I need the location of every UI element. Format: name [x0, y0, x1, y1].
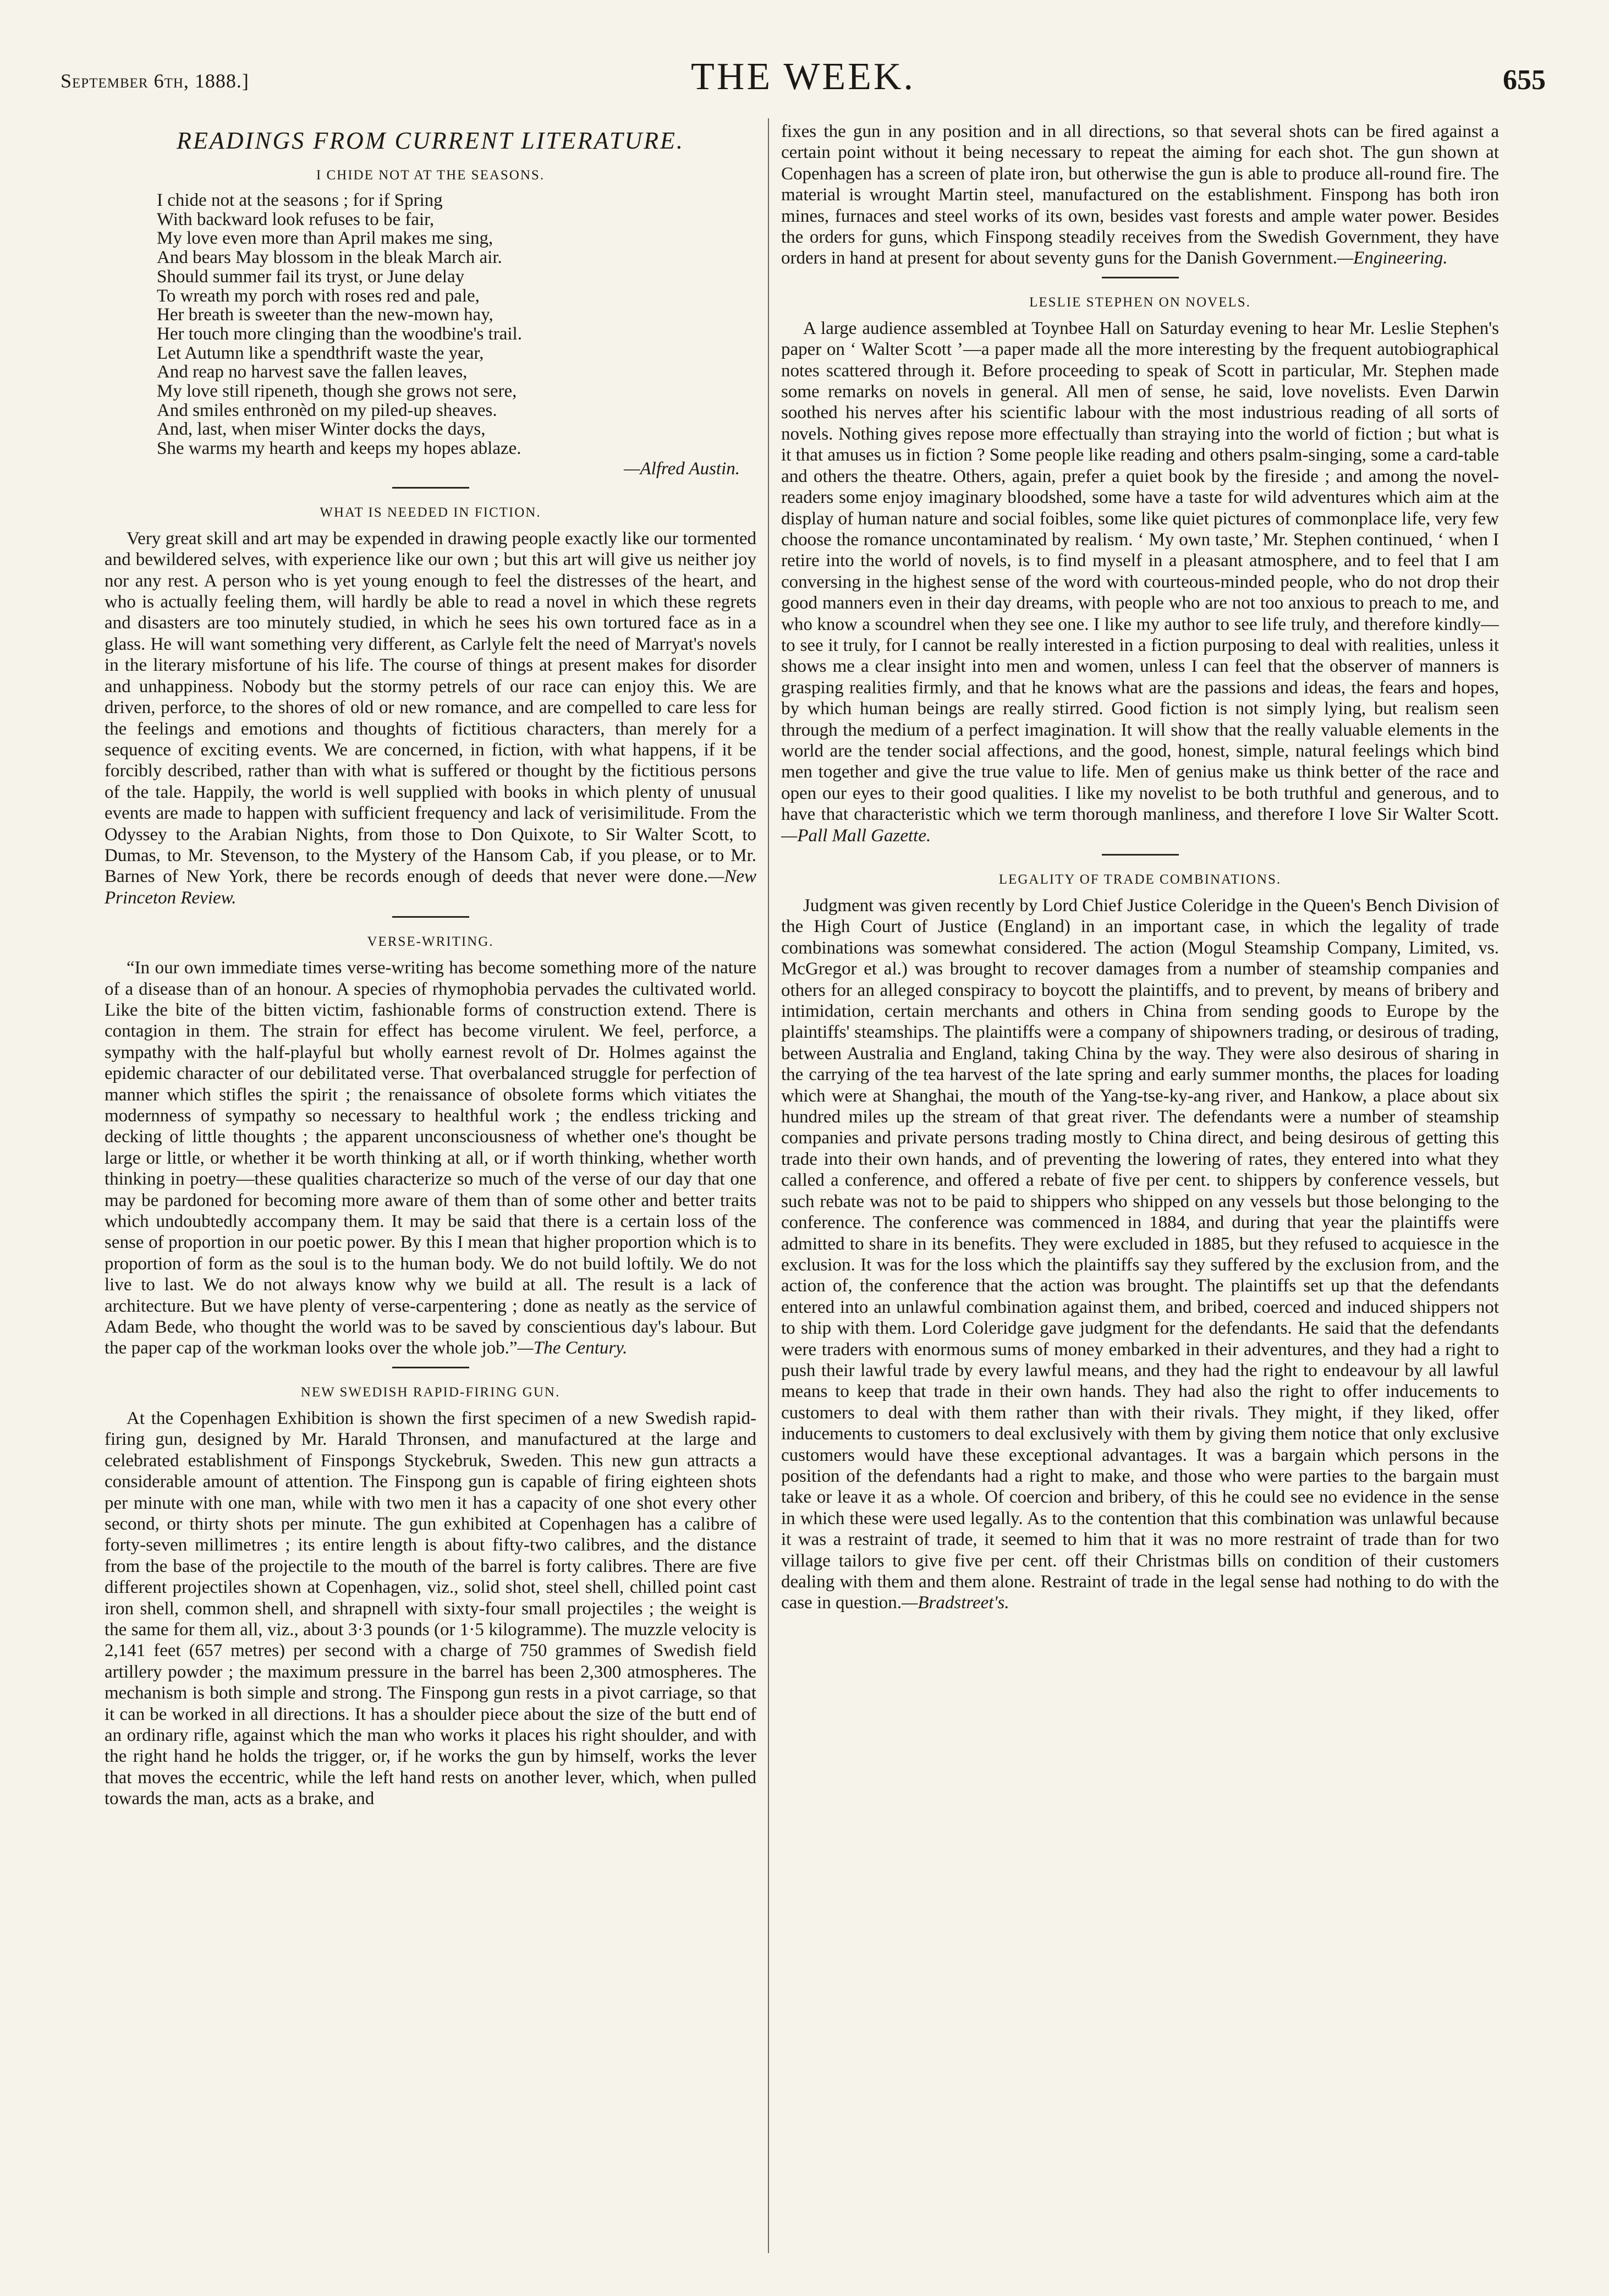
fiction-text: Very great skill and art may be expended in drawing people exactly like our tormented and bewildered selves, with experience like our own ; but this art will give us neither joy nor any rest. A person who is yet young enough to feel the distresses of the heart, and who is actually feeling them, will hardly be able to read a novel in which these regrets and disasters are too minutely studied, in which he sees his own tortured face as in a glass. He will want something very different, as Carlyle felt the need of Marryat's novels in the literary misfortune of his life. The course of things at present makes for disorder and unhappiness. Nobody but the stormy petrels of our race can enjoy this. We are driven, perforce, to the shores of old or new romance, and are compelled to care less for the feelings and emotions and thoughts of fictitious characters, than merely for a sequence of exciting events. We are concerned, in fiction, with what happens, if it be forcibly described, rather than with what is suffered or thought by the fictitious persons of the tale. Happily, the world is well supplied with books in which plenty of unusual events are made to happen with sufficient frequency and lack of verisimilitude. From the Odyssey to the Arabian Nights, from those to Don Quixote, to Sir Walter Scott, to Dumas, to Mr. Stevenson, to the Mystery of the Hansom Cab, if you please, or to Mr. Barnes of New York, there be records enough of deeds that never were done.	[105, 528, 756, 887]
masthead-title: THE WEEK.	[691, 56, 915, 98]
gun-article-part-1	[105, 1408, 756, 1810]
left-column	[105, 121, 756, 2267]
legality-article	[781, 895, 1499, 1614]
page-number: 655	[1503, 64, 1546, 96]
poem-line: My love even more than April makes me sing,	[157, 228, 493, 249]
verse-article	[105, 957, 756, 1359]
issue-date: September 6th, 1888.]	[61, 70, 249, 92]
poem-line: I chide not at the seasons ; for if Spring	[157, 190, 443, 210]
poem-line: To wreath my porch with roses red and pale,	[157, 286, 480, 306]
verse-title: VERSE-WRITING.	[367, 934, 494, 950]
section-rule	[1102, 854, 1179, 856]
poem-line: And smiles enthronèd on my piled-up sheaves.	[157, 400, 497, 420]
section-rule	[1102, 277, 1179, 278]
right-column	[781, 121, 1499, 2272]
poem-line: And reap no harvest save the fallen leaves,	[157, 362, 468, 382]
poem-line: My love still ripeneth, though she grows not sere,	[157, 381, 517, 402]
poem-line: Should summer fail its tryst, or June delay	[157, 266, 465, 287]
stephen-title: LESLIE STEPHEN ON NOVELS.	[1029, 294, 1251, 310]
poem-attribution: —Alfred Austin.	[624, 458, 740, 479]
poem-line: Her breath is sweeter than the new-mown hay,	[157, 305, 493, 325]
fiction-source: —New Princeton Review.	[105, 867, 756, 908]
legality-source: —Bradstreet's.	[902, 1593, 1009, 1613]
page-header	[61, 55, 1546, 105]
fiction-title: WHAT IS NEEDED IN FICTION.	[320, 505, 541, 520]
verse-source: —The Century.	[517, 1338, 628, 1358]
gun-title: NEW SWEDISH RAPID-FIRING GUN.	[300, 1384, 561, 1400]
poem-body	[157, 191, 756, 458]
stephen-source: —Pall Mall Gazette.	[781, 825, 931, 846]
poem-line: And, last, when miser Winter docks the days,	[157, 419, 486, 440]
poem-line: With backward look refuses to be fair,	[157, 209, 435, 229]
gun-text-part-1: At the Copenhagen Exhibition is shown the first specimen of a new Swedish rapid-firing gun, designed by Mr. Harald Thronsen, and manufactured at the large and celebrated establishment of Finspongs Styckebruk, Sweden. This new gun attracts a considerable amount of attention. The Finspong gun is capable of firing eighteen shots per minute with one man, while with two men it has a capacity of one shot every other second, or thirty shots per minute. The gun exhibited at Copenhagen has a calibre of forty-seven millimetres ; its entire length is about fifty-two calibres, and the distance from the base of the projectile to the mouth of the barrel is forty calibres. There are five different projectiles shown at Copenhagen, viz., solid shot, steel shell, chilled point cast iron shell, common shell, and shrapnell with sixty-four small projectiles ; the weight is the same for them all, viz., about 3·3 pounds (or 1·5 kilogramme). The muzzle velocity is 2,141 feet (657 metres) per second with a charge of 750 grammes of Swedish field artillery powder ; the maximum pressure in the barrel has been 2,300 atmospheres. The mechanism is both simple and strong. The Finspong gun rests in a pivot carriage, so that it can be worked in all directions. It has a shoulder piece about the size of the butt end of an ordinary rifle, against which the man who works it places his right shoulder, and with the right hand he holds the trigger, or, if he works the gun by himself, works the lever that moves the eccentric, while the left hand rests on another lever, which, when pulled towards the man, acts as a brake, and	[105, 1408, 756, 1809]
poem-line: She warms my hearth and keeps my hopes ablaze.	[157, 439, 521, 459]
poem-line: And bears May blossom in the bleak March air.	[157, 248, 502, 268]
section-heading: READINGS FROM CURRENT LITERATURE.	[177, 127, 684, 154]
stephen-article	[781, 318, 1499, 846]
section-rule	[392, 916, 469, 918]
section-rule	[392, 487, 469, 489]
fiction-article	[105, 528, 756, 908]
gun-article-part-2	[781, 121, 1499, 269]
poem-line: Let Autumn like a spendthrift waste the year,	[157, 343, 484, 363]
column-divider	[768, 118, 769, 2253]
stephen-text: A large audience assembled at Toynbee Hall on Saturday evening to hear Mr. Leslie Stephen's paper on ‘ Walter Scott ’—a paper made all the more interesting by the frequent autobiographical notes scattered through it. Before proceeding to speak of Scott in particular, Mr. Stephen made some remarks on novels in general. All men of sense, he said, love novelists. Even Darwin soothed his nerves after his scientific labour with the most industrious reading of all sorts of novels. Nothing gives repose more effectually than straying into the world of fiction ; but what is it that amuses us in fiction ? Some people like reading and others psalm-singing, some a card-table and others the theatre. Others, again, prefer a quiet book by the fireside ; and among the novel-readers some enjoy imaginary bloodshed, some have a taste for wild adventures which aim at the display of human nature and social foibles, some like quiet pictures of commonplace life, very few choose the romance uncontaminated by realism. ‘ My own taste,’ Mr. Stephen continued, ‘ when I retire into the world of novels, is to find myself in a pleasant atmosphere, and to feel that I am conversing in the highest sense of the word with courteous-minded people, who do not drop their good manners even in their day dreams, with people who are not too anxious to preach to me, and who know a scoundrel when they see one. I like my author to see life truly, and therefore kindly—to see it truly, for I cannot be really interested in a fiction purposing to deal with realities, unless it shows me a clear insight into men and women, unless I can feel that the observer of manners is grasping realities firmly, and that he knows what are the passions and ideas, the fears and hopes, by which human beings are really stirred. Good fiction is not simply lying, but realism seen through the medium of a perfect imagination. It will show that the really valuable elements in the world are the tender social affections, and the good, honest, simple, natural feelings which bind men together and give the true value to life. Men of genius make us think better of the race and open our eyes to their good qualities. I like my novelist to be both truthful and generous, and to have that characteristic which we term thorough manliness, and therefore I love Sir Walter Scott.	[781, 318, 1499, 825]
section-rule	[392, 1367, 469, 1368]
poem-title: I CHIDE NOT AT THE SEASONS.	[316, 168, 545, 183]
legality-text: Judgment was given recently by Lord Chief Justice Coleridge in the Queen's Bench Division of the High Court of Justice (England) in an important case, in which the legality of trade combinations was somewhat considered. The action (Mogul Steamship Company, Limited, vs. McGregor et al.) was brought to recover damages from a number of steamship companies and others for an alleged conspiracy to boycott the plaintiffs, and to prevent, by means of bribery and intimidation, certain merchants and others in China from sending goods to Europe by the plaintiffs' steamships. The plaintiffs were a company of shipowners trading, or desirous of trading, between Australia and England, taking China by the way. They were also desirous of sharing in the carrying of the tea harvest of the late spring and early summer months, the places for loading which were at Shanghai, the mouth of the Yang-tse-ky-ang river, and Hankow, a place about six hundred miles up the stream of that great river. The defendants were a number of steamship companies and private persons trading mostly to China direct, and being desirous of getting this trade into their own hands, and of preventing the lowering of rates, they entered into what they called a conference, and offered a rebate of five per cent. to shippers by conference vessels, but such rebate was not to be paid to shippers who shipped on any vessels but those belonging to the conference. The conference was commenced in 1884, and during that year the plaintiffs were admitted to share in its benefits. They were excluded in 1885, but they refused to acquiesce in the exclusion. It was for the loss which the plaintiffs say they suffered by the exclusion from, and the action of, the conference that the action was brought. The plaintiffs set up that the defendants entered into an unlawful combination against them, and bribed, coerced and induced shippers not to ship with them. Lord Coleridge gave judgment for the defendants. He said that the defendants were traders with enormous sums of money embarked in their adventures, and they had a right to push their lawful trade by every lawful means, and they had the right to endeavour by all lawful means to keep that trade in their own hands. They had also the right to offer inducements to customers to deal with them rather than with their rivals. They might, if they liked, offer inducements to customers to deal exclusively with them by giving them notice that only exclusive customers would have these exceptional advantages. It was a bargain which persons in the position of the defendants had a right to make, and those who were parties to the bargain must take or leave it as a whole. Of coercion and bribery, of this he could see no evidence in the sense in which these were used legally. As to the contention that this combination was unlawful because it was a restraint of trade, it seemed to him that it was no more restraint of trade than for two village tailors to give five per cent. off their Christmas bills on condition of their customers dealing with them and them alone. Restraint of trade in the legal sense had nothing to do with the case in question.	[781, 896, 1499, 1613]
verse-text: “In our own immediate times verse-writing has become something more of the nature of a disease than of an honour. A species of rhymophobia pervades the cultivated world. Like the bite of the bitten victim, fashionable forms of construction extend. There is contagion in them. The strain for effect has become virulent. We feel, perforce, a sympathy with the half-playful but wholly earnest revolt of Dr. Holmes against the epidemic character of our debilitated verse. That overbalanced struggle for perfection of manner which stifles the spirit ; the renaissance of obsolete forms which vitiates the modernness of sympathy so necessary to healthful work ; the endless tricking and decking of little thoughts ; the apparent unconsciousness of whether one's thought be large or little, or whether it be worth thinking at all, or if worth thinking, whether worth thinking in poetry—these qualities characterize so much of the verse of our day that one may be pardoned for becoming more aware of them than of some other and better traits which undoubtedly accompany them. It may be said that there is a certain loss of the sense of proportion in our poetic power. By this I mean that higher proportion which is to proportion of form as the soul is to the human body. We do not build loftily. We do not live to last. We do not always know why we build at all. The result is a lack of architecture. But we have plenty of verse-carpentering ; done as neatly as the service of Adam Bede, who thought the world was to be saved by conscientious day's labour. But the paper cap of the workman looks over the whole job.”	[105, 958, 756, 1358]
gun-source: —Engineering.	[1337, 248, 1448, 268]
legality-title: LEGALITY OF TRADE COMBINATIONS.	[998, 872, 1282, 887]
gun-text-part-2: fixes the gun in any position and in all directions, so that several shots can be fired against a certain point without it being necessary to repeat the aiming for each shot. The gun shown at Copenhagen has a screen of plate iron, but otherwise the gun is able to produce all-round fire. The material is wrought Martin steel, manufactured on the establishment. Finspong has both iron mines, furnaces and steel works of its own, besides vast forests and ample water power. Besides the orders for guns, which Finspong steadily receives from the Swedish Government, they have orders in hand at present for about seventy guns for the Danish Government.	[781, 122, 1499, 268]
poem-line: Her touch more clinging than the woodbine's trail.	[157, 324, 522, 344]
